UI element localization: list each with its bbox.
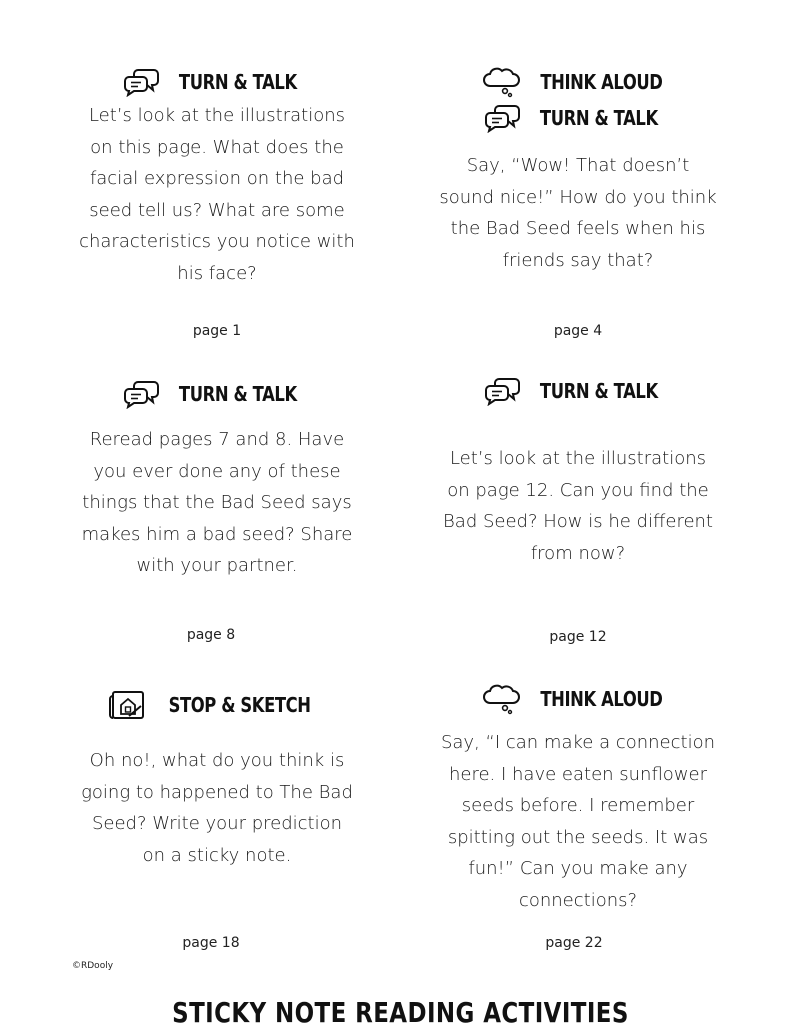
card-header-secondary	[418, 100, 738, 136]
card-header-label: TURN & TALK	[540, 379, 658, 403]
text-line: on page 12. Can you find the	[447, 479, 709, 501]
activity-card-6	[418, 681, 738, 916]
text-line: characteristics you notice with	[79, 231, 355, 252]
text-line: facial expression on the bad	[89, 168, 345, 189]
text-line: Let’s look at the illustrations	[449, 448, 707, 469]
text-line: Bad Seed? How is he different	[443, 511, 713, 532]
speech-bubbles-icon	[485, 376, 521, 406]
text-line: things that the Bad Seed says	[82, 492, 352, 513]
text-line: makes him a bad seed? Share	[81, 523, 353, 545]
activity-card-5	[57, 687, 377, 871]
card-text	[418, 443, 738, 569]
sketch-pad-icon	[107, 688, 147, 722]
card-text	[57, 745, 377, 871]
text-line: on this page. What does the	[90, 136, 344, 158]
text-line: here. I have eaten sunflower	[448, 763, 708, 785]
card-header	[418, 373, 738, 409]
text-line: seed tell us? What are some	[89, 199, 345, 221]
activity-card-4	[418, 373, 738, 569]
text-line: connections?	[518, 889, 638, 911]
card-header	[418, 64, 738, 100]
speech-bubbles-icon	[124, 379, 160, 409]
speech-bubbles-icon	[124, 67, 160, 97]
text-line: spitting out the seeds. It was	[447, 826, 709, 848]
card-header-label: TURN & TALK	[540, 106, 658, 130]
text-line: the Bad Seed feels when his	[450, 218, 706, 239]
card-header-label: THINK ALOUD	[539, 70, 663, 94]
card-text	[57, 100, 377, 289]
activity-card-2	[418, 64, 738, 276]
copyright-text: ©RDooly	[72, 961, 114, 971]
text-line: sound nice!” How do you think	[439, 186, 717, 208]
card-header	[57, 376, 377, 412]
text-line: his face?	[177, 262, 257, 284]
activity-card-3	[57, 376, 377, 582]
thought-cloud-icon	[481, 66, 521, 98]
card-header	[57, 64, 377, 100]
card-header	[57, 687, 377, 723]
text-line: friends say that?	[502, 249, 654, 271]
page-number: page 12	[549, 629, 607, 645]
footer-title	[0, 996, 800, 1029]
card-text	[57, 424, 377, 582]
card-header-label: THINK ALOUD	[539, 687, 663, 711]
page-number: page 4	[553, 323, 603, 339]
text-line: Say, “I can make a connection	[440, 732, 716, 753]
footer-title-text: STICKY NOTE READING ACTIVITIES	[171, 996, 629, 1029]
text-line: Say, “Wow! That doesn’t	[466, 155, 690, 176]
text-line: you ever done any of these	[93, 460, 341, 482]
text-line: going to happened to The Bad	[81, 781, 353, 803]
speech-bubbles-icon	[485, 103, 521, 133]
page-number: page 18	[182, 935, 240, 951]
text-line: with your partner.	[136, 555, 298, 576]
card-header-label: STOP & SKETCH	[168, 693, 312, 717]
text-line: Let’s look at the illustrations	[88, 105, 346, 126]
text-line: Oh no!, what do you think is	[89, 750, 345, 771]
card-header-label: TURN & TALK	[179, 70, 297, 94]
card-header-label: TURN & TALK	[179, 382, 297, 406]
page-number: page 8	[186, 627, 236, 643]
card-header	[418, 681, 738, 717]
thought-cloud-icon	[481, 683, 521, 715]
activity-card-1	[57, 64, 377, 289]
card-text	[418, 150, 738, 276]
page-number: page 1	[192, 323, 242, 339]
text-line: from now?	[530, 542, 626, 564]
text-line: fun!” Can you make any	[468, 858, 688, 879]
page-number: page 22	[545, 935, 603, 951]
text-line: on a sticky note.	[142, 844, 292, 866]
text-line: Seed? Write your prediction	[91, 813, 343, 834]
card-text	[418, 727, 738, 916]
text-line: Reread pages 7 and 8. Have	[89, 429, 345, 450]
text-line: seeds before. I remember	[461, 795, 695, 816]
